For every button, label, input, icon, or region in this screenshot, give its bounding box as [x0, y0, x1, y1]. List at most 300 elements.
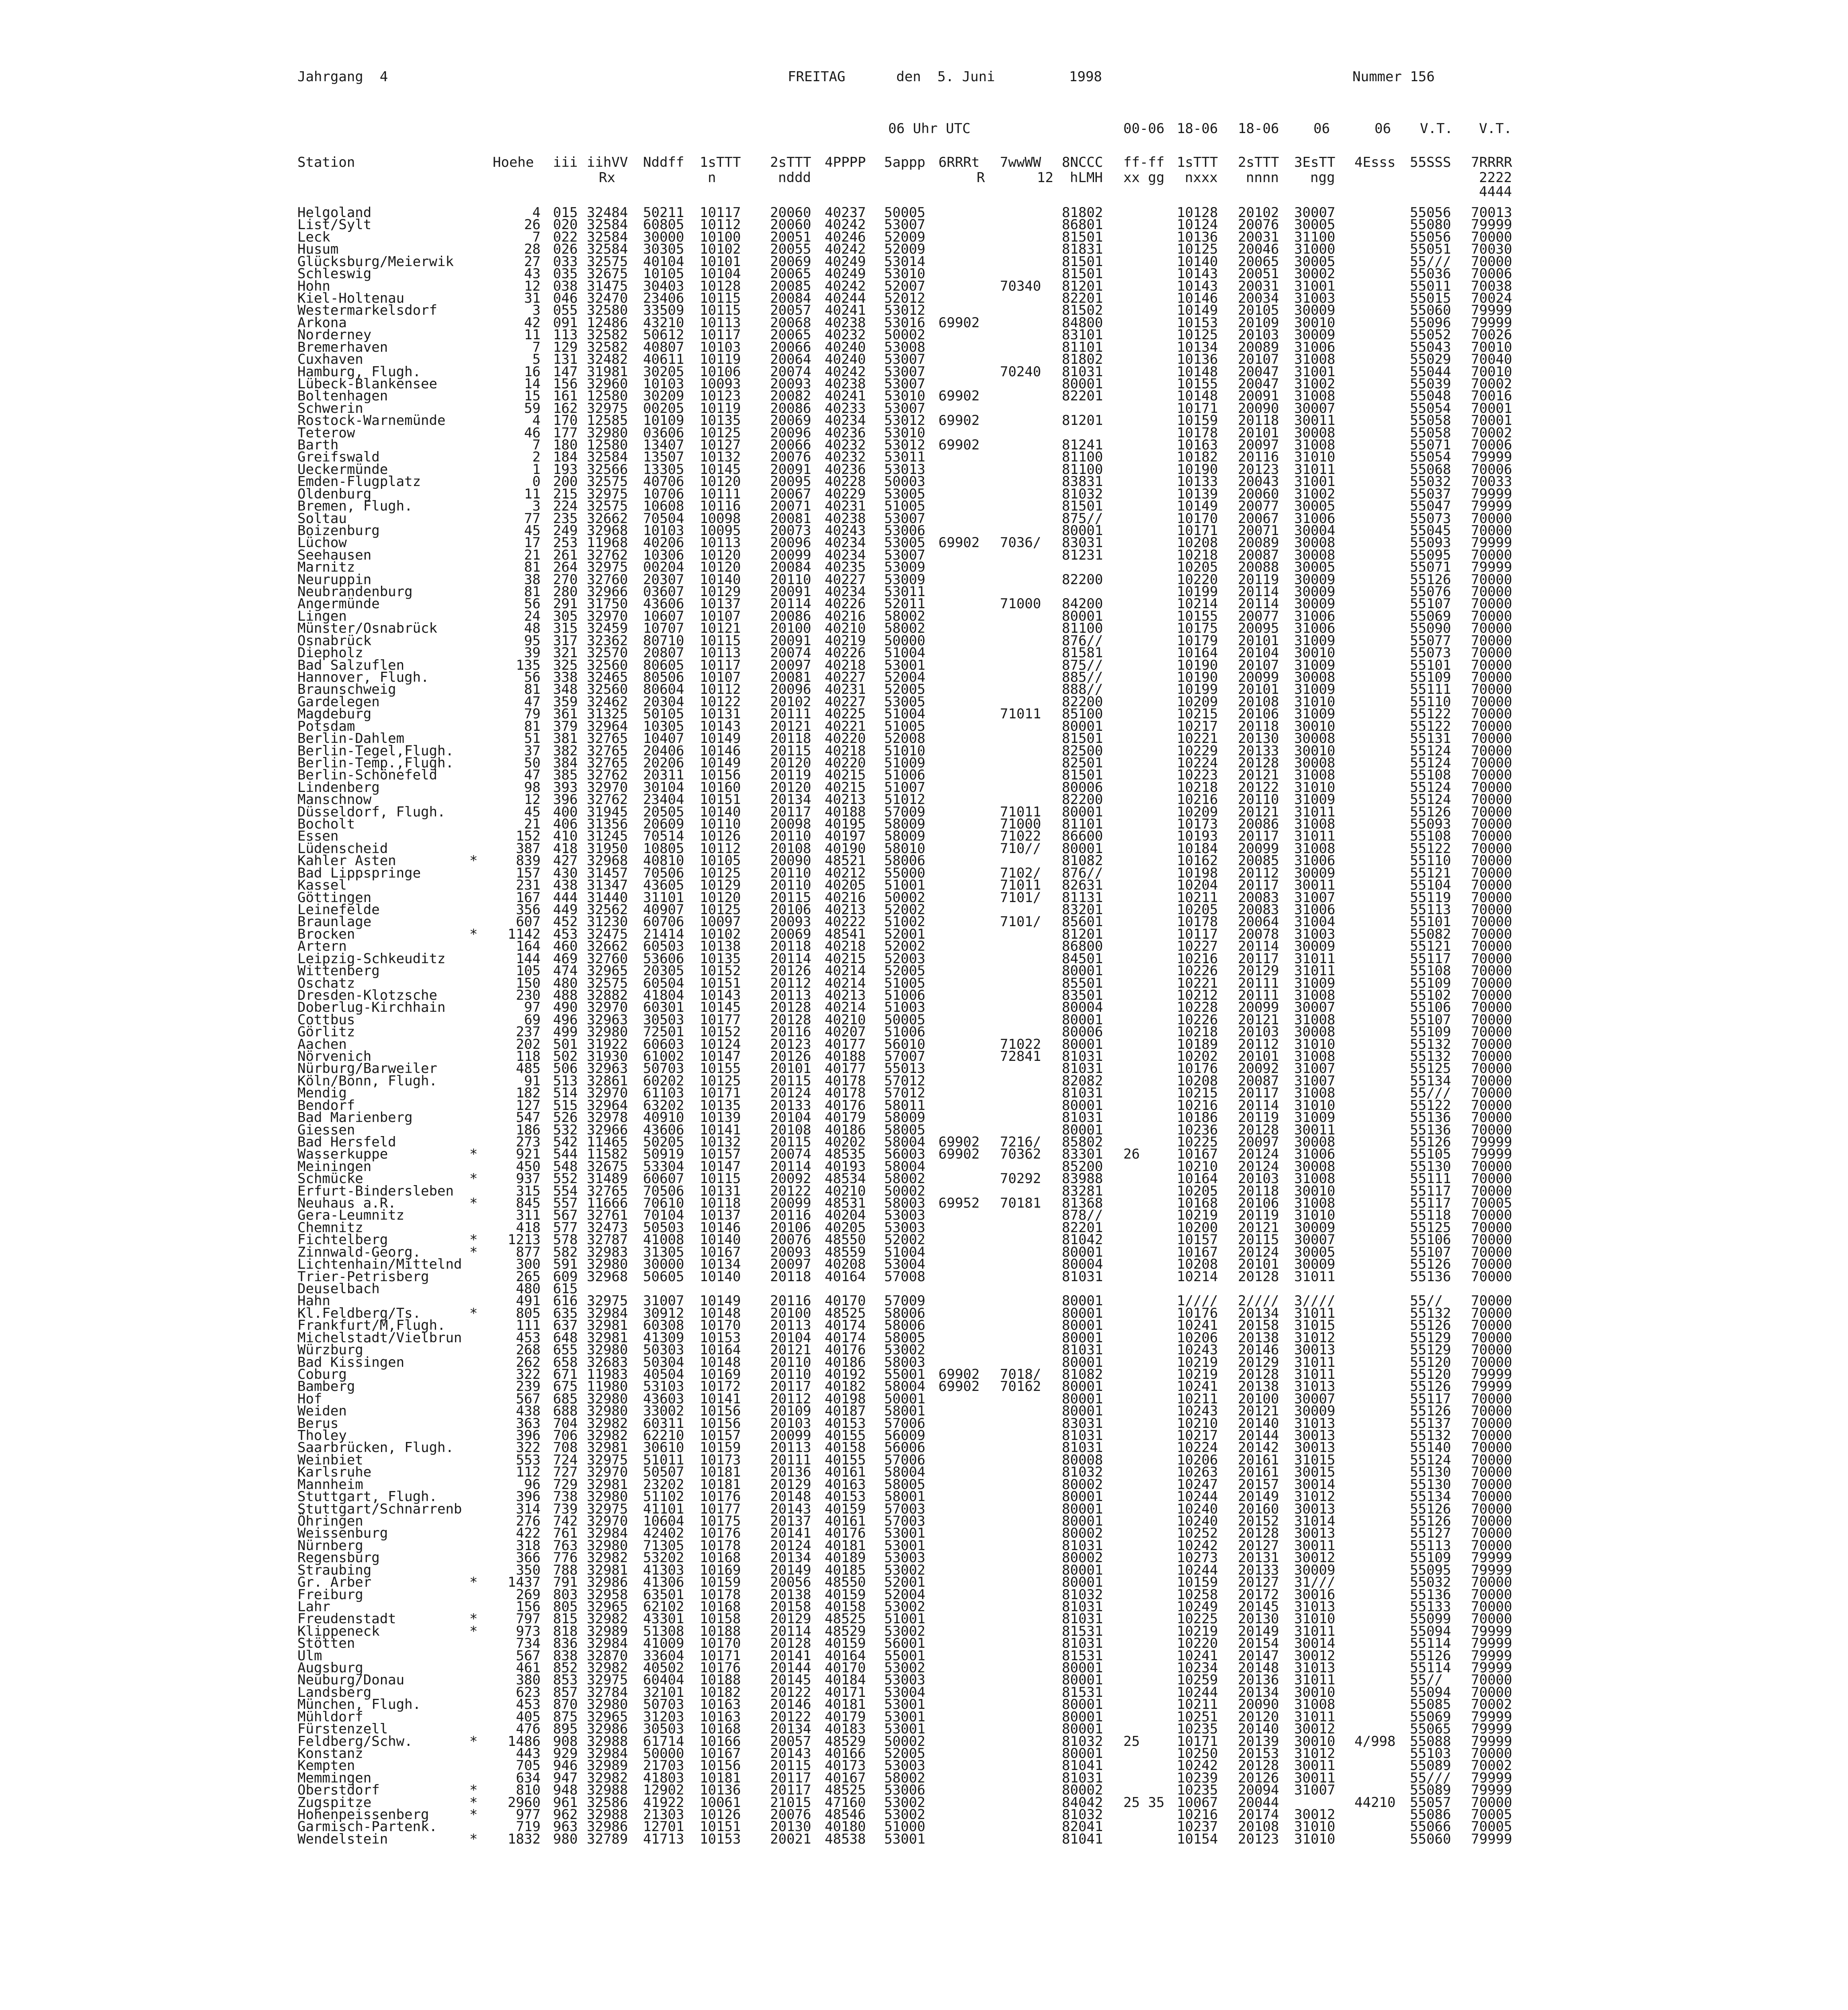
cell-tt4: 20118 — [1238, 412, 1279, 429]
cell-ttt2: 20129 — [770, 1476, 811, 1493]
cell-vv: 32988 — [587, 1782, 628, 1799]
cell-rrrr: 70000 — [1471, 999, 1512, 1016]
cell-hoehe: 50 — [524, 755, 541, 771]
cell-rrrr: 79999 — [1471, 1647, 1512, 1664]
cell-rrrr: 79999 — [1471, 1146, 1512, 1163]
cell-sss: 55044 — [1410, 363, 1451, 380]
cell-rrrr: 70002 — [1471, 425, 1512, 441]
cell-rrrr: 79999 — [1471, 449, 1512, 466]
table-row — [0, 1232, 1848, 1248]
cell-dd: 50000 — [643, 1745, 684, 1762]
cell-pppp: 40214 — [825, 975, 866, 991]
cell-ccc: 876// — [1062, 865, 1103, 881]
cell-tt5: 31010 — [1294, 1611, 1336, 1627]
table-row — [0, 547, 1848, 563]
cell-tt5: 31006 — [1294, 510, 1336, 527]
cell-ccc: 81032 — [1062, 1733, 1103, 1750]
cell-hoehe: 2960 — [508, 1794, 541, 1811]
cell-ppp: 57012 — [884, 1073, 926, 1089]
cell-sss: 55052 — [1410, 327, 1451, 343]
cell-tt5: 30013 — [1294, 1525, 1336, 1542]
cell-vv: 31750 — [587, 596, 628, 612]
cell-iii: 526 — [553, 1110, 578, 1126]
cell-ppp: 52004 — [884, 669, 926, 685]
cell-sss: 55058 — [1410, 425, 1451, 441]
cell-rrrr: 70000 — [1471, 755, 1512, 771]
cell-name: Potsdam — [297, 718, 355, 734]
table-row — [0, 1525, 1848, 1542]
cell-ppp: 56001 — [884, 1635, 926, 1652]
cell-iii: 962 — [553, 1807, 578, 1823]
cell-tt3: 10190 — [1177, 461, 1218, 478]
cell-pppp: 48550 — [825, 1232, 866, 1248]
cell-ccc: 80001 — [1062, 804, 1103, 820]
cell-iii: 113 — [553, 327, 578, 343]
cell-vv: 11980 — [587, 1378, 628, 1395]
cell-hoehe: 491 — [516, 1293, 541, 1309]
cell-iii: 474 — [553, 963, 578, 979]
header-hlmh: hLMH — [1070, 170, 1103, 186]
cell-tt3: 10117 — [1177, 926, 1218, 942]
cell-ppp: 53006 — [884, 1782, 926, 1799]
cell-ttt1: 10135 — [700, 950, 741, 967]
cell-tt5: 31010 — [1294, 693, 1336, 710]
cell-name: Nürnberg — [297, 1537, 363, 1554]
cell-sss: 55136 — [1410, 1122, 1451, 1138]
cell-tt5: 30010 — [1294, 742, 1336, 759]
cell-dd: 50703 — [643, 1696, 684, 1713]
cell-sss: 55137 — [1410, 1415, 1451, 1432]
cell-ccc: 80001 — [1062, 1403, 1103, 1419]
cell-vv: 32984 — [587, 1305, 628, 1321]
cell-vv: 32760 — [587, 950, 628, 967]
cell-name: Lahr — [297, 1598, 330, 1615]
cell-pppp: 48546 — [825, 1807, 866, 1823]
cell-tt5: 31006 — [1294, 608, 1336, 624]
cell-iii: 591 — [553, 1256, 578, 1273]
header-12: 12 — [1037, 170, 1053, 186]
cell-ppp: 55013 — [884, 1060, 926, 1077]
cell-tt4: 20138 — [1238, 1378, 1279, 1395]
cell-ttt1: 10149 — [700, 730, 741, 747]
cell-tt3: 10210 — [1177, 1158, 1218, 1175]
cell-pppp: 47160 — [825, 1794, 866, 1811]
cell-hoehe: 607 — [516, 914, 541, 930]
cell-mark: * — [469, 1623, 478, 1639]
cell-ttt1: 10113 — [700, 314, 741, 331]
cell-tt4: 20115 — [1238, 1232, 1279, 1248]
cell-rrrr: 70000 — [1471, 1073, 1512, 1089]
cell-dd: 41303 — [643, 1562, 684, 1578]
cell-tt4: 20103 — [1238, 1024, 1279, 1040]
cell-tt3: 10146 — [1177, 290, 1218, 306]
cell-iii: 838 — [553, 1647, 578, 1664]
cell-rrrr: 70000 — [1471, 1207, 1512, 1224]
cell-ppp: 50005 — [884, 205, 926, 221]
cell-name: Diepholz — [297, 645, 363, 661]
cell-dd: 23404 — [643, 792, 684, 808]
cell-sss: 55132 — [1410, 1428, 1451, 1444]
cell-iii: 582 — [553, 1244, 578, 1260]
cell-hoehe: 797 — [516, 1611, 541, 1627]
cell-pppp: 40186 — [825, 1122, 866, 1138]
cell-rrrr: 70024 — [1471, 290, 1512, 306]
cell-ppp: 56006 — [884, 1440, 926, 1456]
cell-ppp: 51005 — [884, 718, 926, 734]
cell-ttt2: 20117 — [770, 804, 811, 820]
cell-dd: 12902 — [643, 1782, 684, 1799]
cell-hoehe: 24 — [524, 608, 541, 624]
table-row — [0, 1428, 1848, 1444]
header-iihvv: iihVV — [587, 154, 628, 170]
cell-iii: 131 — [553, 351, 578, 367]
cell-rrrr: 70000 — [1471, 926, 1512, 942]
cell-vv: 32662 — [587, 510, 628, 527]
cell-rrrr: 79999 — [1471, 1366, 1512, 1382]
cell-sss: 55015 — [1410, 290, 1451, 306]
cell-name: Köln/Bonn, Flugh. — [297, 1073, 437, 1089]
cell-mark: * — [469, 1232, 478, 1248]
cell-iii: 038 — [553, 278, 578, 294]
cell-ppp: 58006 — [884, 1305, 926, 1321]
cell-ff: 25 35 — [1123, 1794, 1165, 1811]
table-row — [0, 1770, 1848, 1786]
cell-sss: 55080 — [1410, 217, 1451, 233]
cell-rrrr: 70000 — [1471, 706, 1512, 722]
cell-iii: 724 — [553, 1452, 578, 1468]
cell-ccc: 80001 — [1062, 1562, 1103, 1578]
cell-ttt1: 10123 — [700, 388, 741, 404]
cell-name: Weiden — [297, 1403, 347, 1419]
cell-ttt1: 10172 — [700, 1378, 741, 1395]
cell-tt4: 20146 — [1238, 1342, 1279, 1358]
cell-pppp: 48534 — [825, 1171, 866, 1187]
cell-iii: 162 — [553, 400, 578, 416]
cell-tt5: 30009 — [1294, 938, 1336, 955]
cell-tt3: 10216 — [1177, 1807, 1218, 1823]
cell-tt3: 10202 — [1177, 1048, 1218, 1064]
cell-ccc: 81031 — [1062, 1611, 1103, 1627]
cell-tt4: 20160 — [1238, 1501, 1279, 1517]
cell-pppp: 40240 — [825, 339, 866, 355]
cell-sss: 55121 — [1410, 938, 1451, 955]
cell-ppp: 53010 — [884, 425, 926, 441]
cell-vv: 32986 — [587, 1819, 628, 1835]
cell-tt3: 10247 — [1177, 1476, 1218, 1493]
cell-iii: 453 — [553, 926, 578, 942]
cell-tt5: 30011 — [1294, 1770, 1336, 1786]
cell-hoehe: 314 — [516, 1501, 541, 1517]
cell-tt3: 10155 — [1177, 375, 1218, 392]
cell-pppp: 40210 — [825, 620, 866, 637]
cell-ccc: 81100 — [1062, 449, 1103, 466]
cell-ttt1: 10151 — [700, 975, 741, 991]
cell-rrrr: 70000 — [1471, 1501, 1512, 1517]
cell-ttt1: 10100 — [700, 229, 741, 245]
table-row — [0, 1758, 1848, 1774]
cell-tt5: 30012 — [1294, 1550, 1336, 1566]
cell-hoehe: 12 — [524, 792, 541, 808]
cell-ttt1: 10156 — [700, 767, 741, 783]
cell-vv: 32966 — [587, 584, 628, 600]
cell-tt3: 10221 — [1177, 975, 1218, 991]
cell-iii: 321 — [553, 645, 578, 661]
cell-name: Emden-Flugplatz — [297, 474, 421, 490]
cell-pppp: 40238 — [825, 510, 866, 527]
cell-rrrr: 79999 — [1471, 498, 1512, 515]
table-row — [0, 865, 1848, 881]
cell-ttt2: 20086 — [770, 608, 811, 624]
cell-dd: 30000 — [643, 229, 684, 245]
cell-rrr: 69902 — [938, 412, 980, 429]
cell-hoehe: 97 — [524, 999, 541, 1016]
cell-tt5: 31012 — [1294, 1489, 1336, 1505]
cell-tt4: 20104 — [1238, 645, 1279, 661]
cell-vv: 32980 — [587, 1024, 628, 1040]
cell-name: Saarbrücken, Flugh. — [297, 1440, 454, 1456]
cell-dd: 50612 — [643, 327, 684, 343]
cell-tt3: 10241 — [1177, 1317, 1218, 1334]
cell-ttt2: 20066 — [770, 437, 811, 453]
cell-iii: 444 — [553, 889, 578, 906]
cell-ww: 70292 — [1000, 1171, 1041, 1187]
vt-label-b: V.T. — [1479, 121, 1512, 137]
cell-ppp: 53006 — [884, 522, 926, 539]
cell-vv: 32584 — [587, 229, 628, 245]
cell-iii: 129 — [553, 339, 578, 355]
header-3estt: 3EsTT — [1294, 154, 1336, 170]
cell-pppp: 40185 — [825, 1562, 866, 1578]
cell-ppp: 55001 — [884, 1647, 926, 1664]
cell-name: Düsseldorf, Flugh. — [297, 804, 446, 820]
cell-ccc: 81100 — [1062, 620, 1103, 637]
cell-tt4: 20140 — [1238, 1415, 1279, 1432]
cell-ppp: 50001 — [884, 1391, 926, 1407]
cell-ttt2: 20116 — [770, 1207, 811, 1224]
cell-hoehe: 634 — [516, 1770, 541, 1786]
cell-tt3: 10182 — [1177, 449, 1218, 466]
table-row — [0, 353, 1848, 365]
cell-tt4: 20031 — [1238, 229, 1279, 245]
cell-iii: 791 — [553, 1574, 578, 1590]
header-nxxx: nxxx — [1185, 170, 1218, 186]
cell-ttt2: 20069 — [770, 253, 811, 270]
cell-hoehe: 450 — [516, 1158, 541, 1175]
cell-ppp: 53011 — [884, 584, 926, 600]
cell-ccc: 83031 — [1062, 1415, 1103, 1432]
cell-tt4: 20142 — [1238, 1440, 1279, 1456]
cell-tt5: 31013 — [1294, 1378, 1336, 1395]
cell-iii: 815 — [553, 1611, 578, 1627]
cell-ttt1: 10153 — [700, 1831, 741, 1847]
cell-vv: 32787 — [587, 1232, 628, 1248]
cell-rrrr: 70000 — [1471, 804, 1512, 820]
cell-sss: 55120 — [1410, 1354, 1451, 1370]
cell-sss: 55118 — [1410, 1207, 1451, 1224]
header-4esss: 4Esss — [1354, 154, 1396, 170]
cell-ppp: 50002 — [884, 889, 926, 906]
cell-sss: 55125 — [1410, 1219, 1451, 1236]
cell-pppp: 48529 — [825, 1733, 866, 1750]
cell-sss: 55104 — [1410, 877, 1451, 894]
cell-tt4: 20124 — [1238, 1146, 1279, 1163]
cell-rrrr: 79999 — [1471, 314, 1512, 331]
cell-ttt2: 20096 — [770, 681, 811, 698]
cell-hoehe: 51 — [524, 730, 541, 747]
cell-dd: 50304 — [643, 1354, 684, 1370]
cell-pppp: 40159 — [825, 1501, 866, 1517]
cell-sss: 55130 — [1410, 1464, 1451, 1481]
table-row — [0, 755, 1848, 771]
cell-name: Tholey — [297, 1428, 347, 1444]
cell-hoehe: 150 — [516, 975, 541, 991]
cell-hoehe: 56 — [524, 596, 541, 612]
cell-ccc: 84800 — [1062, 314, 1103, 331]
cell-pppp: 40155 — [825, 1428, 866, 1444]
cell-tt5: 30009 — [1294, 571, 1336, 588]
cell-dd: 53304 — [643, 1158, 684, 1175]
cell-name: Stötten — [297, 1635, 355, 1652]
cell-tt4: 20157 — [1238, 1476, 1279, 1493]
header-ff-ff: ff-ff — [1123, 154, 1165, 170]
cell-tt3: 10214 — [1177, 1268, 1218, 1285]
cell-tt5: 30014 — [1294, 1476, 1336, 1493]
cell-ccc: 80001 — [1062, 1378, 1103, 1395]
cell-ccc: 81501 — [1062, 498, 1103, 515]
cell-vv: 32784 — [587, 1684, 628, 1700]
table-row — [0, 449, 1848, 466]
cell-iii: 393 — [553, 779, 578, 796]
cell-dd: 30610 — [643, 1440, 684, 1456]
cell-tt4: 20133 — [1238, 1562, 1279, 1578]
cell-tt5: 30011 — [1294, 412, 1336, 429]
cell-name: Augsburg — [297, 1660, 363, 1676]
table-row — [0, 375, 1848, 392]
cell-ttt1: 10160 — [700, 779, 741, 796]
cell-tt3: 10216 — [1177, 1097, 1218, 1114]
cell-tt4: 20172 — [1238, 1586, 1279, 1603]
cell-rrrr: 70000 — [1471, 1268, 1512, 1285]
cell-sss: 55107 — [1410, 596, 1451, 612]
cell-name: Mannheim — [297, 1476, 363, 1493]
cell-ttt2: 20090 — [770, 853, 811, 869]
cell-hoehe: 547 — [516, 1110, 541, 1126]
cell-dd: 40910 — [643, 1110, 684, 1126]
cell-dd: 53103 — [643, 1378, 684, 1395]
cell-tt4: 20095 — [1238, 620, 1279, 637]
cell-ttt1: 10120 — [700, 559, 741, 576]
cell-rrrr: 70000 — [1471, 522, 1512, 539]
cell-ttt2: 20146 — [770, 1696, 811, 1713]
cell-dd: 60504 — [643, 975, 684, 991]
cell-ttt1: 10113 — [700, 645, 741, 661]
cell-hoehe: 3 — [532, 498, 541, 515]
cell-iii: 542 — [553, 1134, 578, 1150]
cell-tt4: 20085 — [1238, 853, 1279, 869]
cell-tt3: 10259 — [1177, 1672, 1218, 1688]
cell-pppp: 40179 — [825, 1110, 866, 1126]
cell-sss: 55126 — [1410, 1317, 1451, 1334]
cell-tt5: 31010 — [1294, 1207, 1336, 1224]
cell-iii: 490 — [553, 999, 578, 1016]
cell-tt4: 20043 — [1238, 474, 1279, 490]
table-row — [0, 241, 1848, 258]
table-row — [0, 1476, 1848, 1493]
cell-ppp: 51009 — [884, 755, 926, 771]
cell-vv: 32982 — [587, 1660, 628, 1676]
cell-tt5: 30009 — [1294, 327, 1336, 343]
cell-ttt2: 20081 — [770, 669, 811, 685]
cell-tt5: 31002 — [1294, 486, 1336, 502]
cell-ppp: 57008 — [884, 1268, 926, 1285]
cell-name: Bad Lippspringe — [297, 865, 421, 881]
cell-ww: 7101/ — [1000, 914, 1041, 930]
cell-tt3: 10163 — [1177, 437, 1218, 453]
cell-sss: 55051 — [1410, 241, 1451, 258]
cell-vv: 32675 — [587, 1158, 628, 1175]
cell-tt4: 2//// — [1238, 1293, 1279, 1309]
cell-tt5: 30014 — [1294, 1635, 1336, 1652]
cell-pppp: 40205 — [825, 1219, 866, 1236]
cell-ww: 71022 — [1000, 1036, 1041, 1052]
cell-hoehe: 845 — [516, 1195, 541, 1211]
cell-ttt1: 10146 — [700, 742, 741, 759]
cell-name: Bendorf — [297, 1097, 355, 1114]
cell-dd: 20807 — [643, 645, 684, 661]
cell-hoehe: 1486 — [508, 1733, 541, 1750]
cell-ppp: 57006 — [884, 1415, 926, 1432]
cell-ttt2: 20124 — [770, 1537, 811, 1554]
table-row — [0, 1721, 1848, 1737]
cell-tt5: 31011 — [1294, 1305, 1336, 1321]
cell-ccc: 888// — [1062, 681, 1103, 698]
cell-dd: 41009 — [643, 1635, 684, 1652]
cell-hoehe: 937 — [516, 1171, 541, 1187]
cell-iii: 708 — [553, 1440, 578, 1456]
cell-name: Öhringen — [297, 1513, 363, 1529]
cell-pppp: 40176 — [825, 1097, 866, 1114]
cell-sss: 55124 — [1410, 742, 1451, 759]
cell-iii: 513 — [553, 1073, 578, 1089]
cell-hoehe: 37 — [524, 742, 541, 759]
cell-hoehe: 4 — [532, 412, 541, 429]
table-row — [0, 205, 1848, 221]
cell-ccc: 875// — [1062, 657, 1103, 673]
cell-ppp: 53013 — [884, 461, 926, 478]
cell-tt4: 20124 — [1238, 1244, 1279, 1260]
cell-dd: 30209 — [643, 388, 684, 404]
cell-tt5: 30002 — [1294, 266, 1336, 282]
cell-ttt1: 10128 — [700, 278, 741, 294]
cell-iii: 655 — [553, 1342, 578, 1358]
cell-sss: 55124 — [1410, 755, 1451, 771]
cell-tt4: 20071 — [1238, 522, 1279, 539]
cell-rrrr: 70005 — [1471, 1195, 1512, 1211]
cell-name: Lüdenscheid — [297, 840, 388, 857]
cell-pppp: 40241 — [825, 388, 866, 404]
cell-sss: 55/// — [1410, 253, 1451, 270]
cell-tt4: 20122 — [1238, 779, 1279, 796]
table-row — [0, 1122, 1848, 1138]
table-row — [0, 1050, 1848, 1062]
cell-ttt1: 10152 — [700, 963, 741, 979]
cell-vv: 32465 — [587, 669, 628, 685]
cell-ccc: 81201 — [1062, 412, 1103, 429]
cell-rrrr: 70000 — [1471, 975, 1512, 991]
cell-sss: 55077 — [1410, 632, 1451, 649]
cell-rrrr: 70002 — [1471, 1696, 1512, 1713]
cell-name: Helgoland — [297, 205, 372, 221]
